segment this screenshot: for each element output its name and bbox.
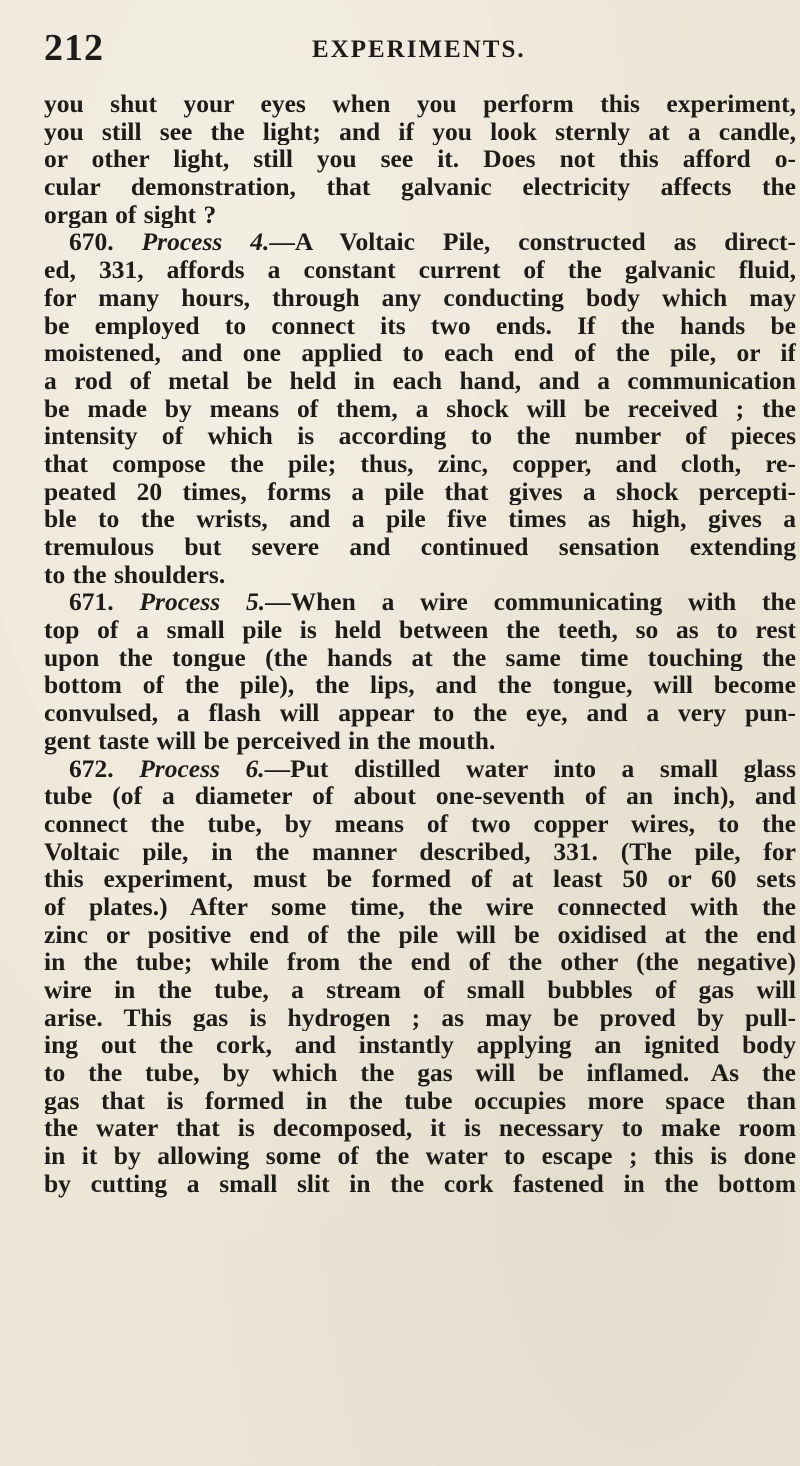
line-text: that compose the pile; thus, zinc, copper, and cloth, re- [44, 449, 796, 478]
text-line [44, 755, 796, 783]
line-text: the water that is decomposed, it is necessary to make room [44, 1114, 796, 1143]
line-text: —A Voltaic Pile, constructed as direct- [269, 228, 796, 257]
line-text: top of a small pile is held between the teeth, so as to rest [44, 616, 796, 644]
text-line [44, 644, 796, 672]
line-text: be made by means of them, a shock will be received ; the [44, 394, 796, 423]
line-text: upon the tongue (the hands at the same time touching the [44, 643, 796, 672]
line-text: be employed to connect its two ends. If the hands be [44, 311, 796, 340]
text-line [44, 976, 796, 1004]
text-line [44, 173, 796, 201]
text-line [44, 90, 796, 118]
text-line [44, 228, 796, 256]
text-line [44, 561, 796, 589]
line-text: gas that is formed in the tube occupies more space than [44, 1086, 796, 1115]
line-text: intensity of which is according to the number of pieces [44, 422, 796, 450]
line-text: ble to the wrists, and a pile five times as high, gives a [44, 505, 796, 533]
text-line [44, 1087, 796, 1115]
text-line [44, 671, 796, 699]
line-text: a rod of metal be held in each hand, and a communication [44, 366, 796, 395]
text-line [44, 588, 796, 616]
text-line [44, 921, 796, 949]
paragraph-number: 671. [69, 588, 140, 617]
text-line [44, 1059, 796, 1087]
text-line [44, 367, 796, 395]
line-text: gent taste will be perceived in the mouth. [44, 726, 496, 755]
line-text: of plates.) After some time, the wire connected with the [44, 892, 796, 921]
text-line [44, 395, 796, 423]
line-text: in it by allowing some of the water to escape ; this is done [44, 1142, 796, 1170]
text-line [44, 422, 796, 450]
text-line [44, 118, 796, 146]
text-line [44, 616, 796, 644]
text-line [44, 782, 796, 810]
body-text [44, 90, 796, 1198]
running-head: EXPERIMENTS. [312, 36, 526, 63]
text-line [44, 312, 796, 340]
line-text: wire in the tube, a stream of small bubbles of gas will [44, 976, 796, 1004]
line-text: this experiment, must be formed of at least 50 or 60 sets [44, 865, 796, 893]
process-label: Process 4. [141, 228, 270, 257]
process-label: Process 5. [139, 588, 266, 617]
text-line [44, 533, 796, 561]
line-text: Voltaic pile, in the manner described, 331. (The pile, for [44, 837, 796, 866]
text-line [44, 145, 796, 173]
text-line [44, 1142, 796, 1170]
text-line [44, 1031, 796, 1059]
page-header [44, 26, 770, 69]
text-line [44, 505, 796, 533]
text-line [44, 478, 796, 506]
line-text: for many hours, through any conducting body which may [44, 283, 796, 312]
text-line [44, 699, 796, 727]
line-text: bottom of the pile), the lips, and the tongue, will become [44, 671, 796, 700]
paragraph-number: 670. [69, 228, 142, 257]
line-text: convulsed, a flash will appear to the eye, and a very pun- [44, 699, 796, 727]
text-line [44, 450, 796, 478]
text-line [44, 865, 796, 893]
line-text: tube (of a diameter of about one-seventh of an inch), and [44, 782, 796, 810]
text-line [44, 284, 796, 312]
text-line [44, 1170, 796, 1198]
text-line [44, 256, 796, 284]
line-text: peated 20 times, forms a pile that gives a shock percepti- [44, 477, 796, 506]
page-number: 212 [44, 27, 104, 69]
line-text: —When a wire communicating with the [265, 588, 796, 617]
text-line [44, 727, 796, 755]
line-text: zinc or positive end of the pile will be oxidised at the end [44, 920, 796, 949]
line-text: tremulous but severe and continued sensation extending [44, 533, 796, 561]
line-text: moistened, and one applied to each end of the pile, or if [44, 339, 796, 367]
line-text: you shut your eyes when you perform this experiment, [44, 90, 796, 118]
line-text: —Put distilled water into a small glass [264, 754, 796, 783]
text-line [44, 339, 796, 367]
text-line [44, 838, 796, 866]
line-text: connect the tube, by means of two copper wires, to the [44, 809, 796, 838]
paragraph-number: 672. [69, 754, 140, 783]
line-text: cular demonstration, that galvanic electricity affects the [44, 173, 796, 201]
line-text: ed, 331, affords a constant current of the galvanic fluid, [44, 256, 796, 284]
line-text: you still see the light; and if you look sternly at a candle, [44, 117, 796, 146]
text-line [44, 810, 796, 838]
text-line [44, 893, 796, 921]
line-text: to the tube, by which the gas will be inflamed. As the [44, 1059, 796, 1087]
text-line [44, 1004, 796, 1032]
process-label: Process 6. [139, 754, 265, 783]
text-line [44, 1114, 796, 1142]
text-line [44, 201, 796, 229]
line-text: arise. This gas is hydrogen ; as may be proved by pull- [44, 1003, 796, 1032]
line-text: to the shoulders. [44, 560, 226, 589]
line-text: organ of sight ? [44, 200, 217, 229]
line-text: in the tube; while from the end of the other (the negative) [44, 948, 796, 976]
line-text: by cutting a small slit in the cork fastened in the bottom [44, 1169, 796, 1198]
text-line [44, 948, 796, 976]
line-text: ing out the cork, and instantly applying an ignited body [44, 1031, 796, 1060]
line-text: or other light, still you see it. Does not this afford o- [44, 145, 796, 174]
